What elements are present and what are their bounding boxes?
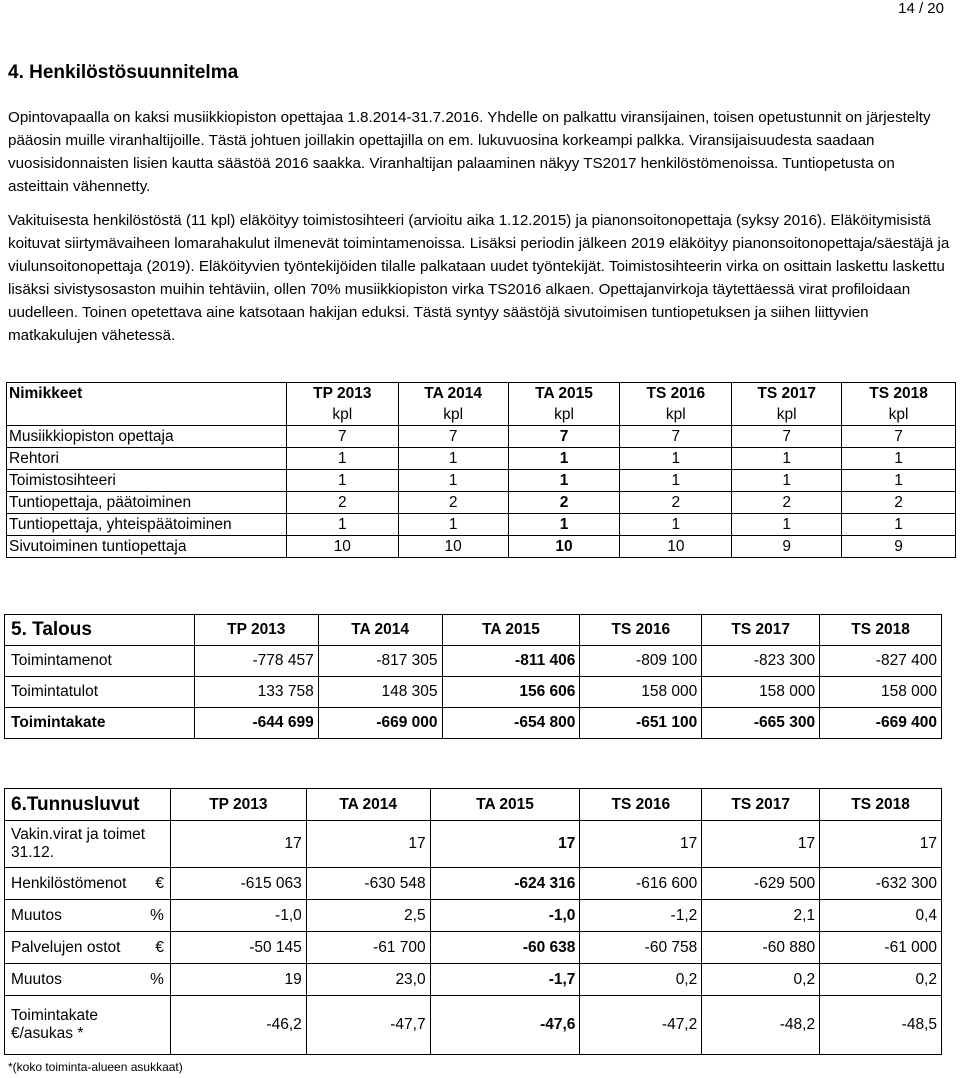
- cell: 1: [508, 470, 620, 492]
- row-label: Henkilöstömenot €: [5, 868, 171, 900]
- cell: -46,2: [170, 996, 306, 1055]
- cell: 1: [842, 514, 956, 536]
- row-label: Musiikkiopiston opettaja: [7, 426, 287, 448]
- cell: 158 000: [702, 677, 820, 708]
- cell: 148 305: [318, 677, 442, 708]
- column-header: TS 2016: [580, 789, 702, 821]
- euro-unit: €: [155, 874, 164, 892]
- cell: -665 300: [702, 708, 820, 739]
- paragraph-study-leave: Opintovapaalla on kaksi musiikkiopiston opettajaa 1.8.2014-31.7.2016. Yhdelle on palkattu viransijainen, toisen opetustunnit on järjestelty pääosin muille viranhaltijoille. Tästä johtuen joillakin opettajilla on em. lukuvuosina korkeampi palkka. Viransijaisuudesta saadaan vuosisidonnaisten lisien kautta säästöä 2016 saakka. Viranhaltijan palaaminen näkyy TS2017 henkilöstömenoissa. Tuntiopetusta on asteittain vähennetty.: [8, 109, 931, 195]
- column-header: TS 2018: [820, 789, 942, 821]
- finance-title: 5. Talous: [5, 615, 195, 646]
- cell: -654 800: [442, 708, 580, 739]
- row-label: Muutos %: [5, 900, 171, 932]
- cell: 1: [398, 470, 508, 492]
- cell: 2: [842, 492, 956, 514]
- cell: 1: [398, 448, 508, 470]
- cell: 17: [820, 821, 942, 868]
- cell: 1: [842, 448, 956, 470]
- table-row: [7, 492, 956, 514]
- cell: 1: [286, 470, 398, 492]
- column-header: TS 2017: [702, 789, 820, 821]
- column-header: TP 2013: [194, 615, 318, 646]
- staff-table: [6, 382, 956, 558]
- column-header: TA 2015: [430, 789, 580, 821]
- cell: -47,2: [580, 996, 702, 1055]
- column-header: TS 2018: [820, 615, 942, 646]
- cell: -817 305: [318, 646, 442, 677]
- cell: 156 606: [442, 677, 580, 708]
- percent-unit: %: [150, 906, 164, 924]
- cell: -61 700: [306, 932, 430, 964]
- staff-header-col: TA 2014 kpl: [398, 383, 508, 426]
- table-row: [7, 470, 956, 492]
- cell: 133 758: [194, 677, 318, 708]
- cell: -811 406: [442, 646, 580, 677]
- table-row: [5, 964, 942, 996]
- cell: 9: [732, 536, 842, 558]
- cell: -47,6: [430, 996, 580, 1055]
- cell: 2,1: [702, 900, 820, 932]
- cell: 10: [508, 536, 620, 558]
- cell: -616 600: [580, 868, 702, 900]
- cell: -778 457: [194, 646, 318, 677]
- row-label: Toimistosihteeri: [7, 470, 287, 492]
- cell: 0,4: [820, 900, 942, 932]
- cell: -651 100: [580, 708, 702, 739]
- cell: -644 699: [194, 708, 318, 739]
- cell: 17: [170, 821, 306, 868]
- cell: 1: [508, 514, 620, 536]
- cell: 1: [732, 470, 842, 492]
- staff-header-col: TA 2015 kpl: [508, 383, 620, 426]
- table-row: [7, 514, 956, 536]
- cell: 1: [732, 514, 842, 536]
- cell: -1,2: [580, 900, 702, 932]
- keyfig-title: 6.Tunnusluvut: [5, 789, 171, 821]
- cell: 7: [398, 426, 508, 448]
- cell: 2: [286, 492, 398, 514]
- cell: 17: [306, 821, 430, 868]
- section-title: 4. Henkilöstösuunnitelma: [8, 62, 239, 83]
- cell: 7: [620, 426, 732, 448]
- keyfig-table-header: [5, 789, 942, 821]
- table-row: [5, 708, 942, 739]
- cell: 1: [286, 448, 398, 470]
- row-label: Toimintakate: [5, 708, 195, 739]
- cell: 19: [170, 964, 306, 996]
- column-header: TA 2014: [318, 615, 442, 646]
- cell: 23,0: [306, 964, 430, 996]
- euro-unit: €: [155, 938, 164, 956]
- staff-header-label: Nimikkeet: [7, 383, 287, 426]
- cell: 17: [702, 821, 820, 868]
- table-row: [5, 646, 942, 677]
- cell: -827 400: [820, 646, 942, 677]
- cell: -50 145: [170, 932, 306, 964]
- row-label: Tuntiopettaja, yhteispäätoiminen: [7, 514, 287, 536]
- cell: -632 300: [820, 868, 942, 900]
- cell: 0,2: [702, 964, 820, 996]
- cell: 2: [732, 492, 842, 514]
- cell: -669 000: [318, 708, 442, 739]
- cell: -60 880: [702, 932, 820, 964]
- cell: 2: [508, 492, 620, 514]
- row-label: Toimintakate €/asukas *: [5, 996, 171, 1055]
- cell: 1: [620, 448, 732, 470]
- staff-header-col: TS 2016 kpl: [620, 383, 732, 426]
- row-label: Palvelujen ostot €: [5, 932, 171, 964]
- finance-table-header: [5, 615, 942, 646]
- cell: -669 400: [820, 708, 942, 739]
- cell: -615 063: [170, 868, 306, 900]
- cell: -823 300: [702, 646, 820, 677]
- cell: -60 758: [580, 932, 702, 964]
- cell: -624 316: [430, 868, 580, 900]
- column-header: TA 2015: [442, 615, 580, 646]
- cell: -1,0: [170, 900, 306, 932]
- keyfig-table: [4, 788, 942, 1055]
- table-row: [5, 821, 942, 868]
- cell: -61 000: [820, 932, 942, 964]
- cell: 1: [286, 514, 398, 536]
- cell: -1,0: [430, 900, 580, 932]
- row-label: Toimintatulot: [5, 677, 195, 708]
- cell: -1,7: [430, 964, 580, 996]
- cell: 158 000: [580, 677, 702, 708]
- page-number: 14 / 20: [898, 0, 944, 17]
- column-header: TA 2014: [306, 789, 430, 821]
- cell: 17: [580, 821, 702, 868]
- table-row: [7, 448, 956, 470]
- cell: 7: [286, 426, 398, 448]
- cell: -629 500: [702, 868, 820, 900]
- table-row: [5, 677, 942, 708]
- cell: -48,5: [820, 996, 942, 1055]
- cell: -47,7: [306, 996, 430, 1055]
- paragraph-retirements: Vakituisesta henkilöstöstä (11 kpl) eläköityy toimistosihteeri (arvioitu aika 1.12.2015) ja pianonsoitonopettaja (syksy 2016). Eläköitymisistä koituvat siirtymävaiheen lomarahakulut ilmenevät toimintamenoissa. Lisäksi periodin jälkeen 2019 eläköityy pianonsoitonopettaja/säestäjä ja viulunsoitonopettaja (2019). Eläköityvien työntekijöiden tilalle palkataan uudet työntekijät. Toimistosihteerin virka on osittain laskettu laskettu lisäksi sivistysosaston muihin tehtäviin, ollen 70% musiikkiopiston virka TS2016 alkaen. Opettajanvirkoja täytettäessä virat profiloidaan uudelleen. Toinen opetettava aine katsotaan hakijan eduksi. Tästä syntyy säästöjä sivutoimisen tuntiopetuksen ja siihen liittyvien matkakulujen vähetessä.: [8, 212, 950, 344]
- cell: 7: [732, 426, 842, 448]
- cell: 7: [508, 426, 620, 448]
- cell: 1: [842, 470, 956, 492]
- column-header: TS 2017: [702, 615, 820, 646]
- cell: -60 638: [430, 932, 580, 964]
- row-label: Muutos %: [5, 964, 171, 996]
- row-label: Rehtori: [7, 448, 287, 470]
- table-row: [5, 932, 942, 964]
- table-row: [5, 996, 942, 1055]
- table-row: [5, 868, 942, 900]
- staff-header-col: TS 2017 kpl: [732, 383, 842, 426]
- cell: 2: [398, 492, 508, 514]
- cell: 158 000: [820, 677, 942, 708]
- cell: -48,2: [702, 996, 820, 1055]
- percent-unit: %: [150, 970, 164, 988]
- cell: 10: [286, 536, 398, 558]
- table-row: [5, 900, 942, 932]
- footnote: *(koko toiminta-alueen asukkaat): [8, 1060, 183, 1074]
- cell: 1: [732, 448, 842, 470]
- cell: 9: [842, 536, 956, 558]
- cell: -630 548: [306, 868, 430, 900]
- table-row: [7, 536, 956, 558]
- cell: 2: [620, 492, 732, 514]
- cell: 1: [620, 514, 732, 536]
- cell: 0,2: [820, 964, 942, 996]
- cell: 10: [620, 536, 732, 558]
- cell: 2,5: [306, 900, 430, 932]
- row-label: Vakin.virat ja toimet 31.12.: [5, 821, 171, 868]
- column-header: TP 2013: [170, 789, 306, 821]
- staff-header-col: TS 2018 kpl: [842, 383, 956, 426]
- staff-table-header: [7, 383, 956, 426]
- column-header: TS 2016: [580, 615, 702, 646]
- staff-header-col: TP 2013 kpl: [286, 383, 398, 426]
- cell: 10: [398, 536, 508, 558]
- row-label: Tuntiopettaja, päätoiminen: [7, 492, 287, 514]
- cell: 0,2: [580, 964, 702, 996]
- cell: 17: [430, 821, 580, 868]
- row-label: Sivutoiminen tuntiopettaja: [7, 536, 287, 558]
- cell: 1: [508, 448, 620, 470]
- cell: 7: [842, 426, 956, 448]
- finance-table: [4, 614, 942, 739]
- cell: 1: [398, 514, 508, 536]
- cell: -809 100: [580, 646, 702, 677]
- row-label: Toimintamenot: [5, 646, 195, 677]
- cell: 1: [620, 470, 732, 492]
- table-row: [7, 426, 956, 448]
